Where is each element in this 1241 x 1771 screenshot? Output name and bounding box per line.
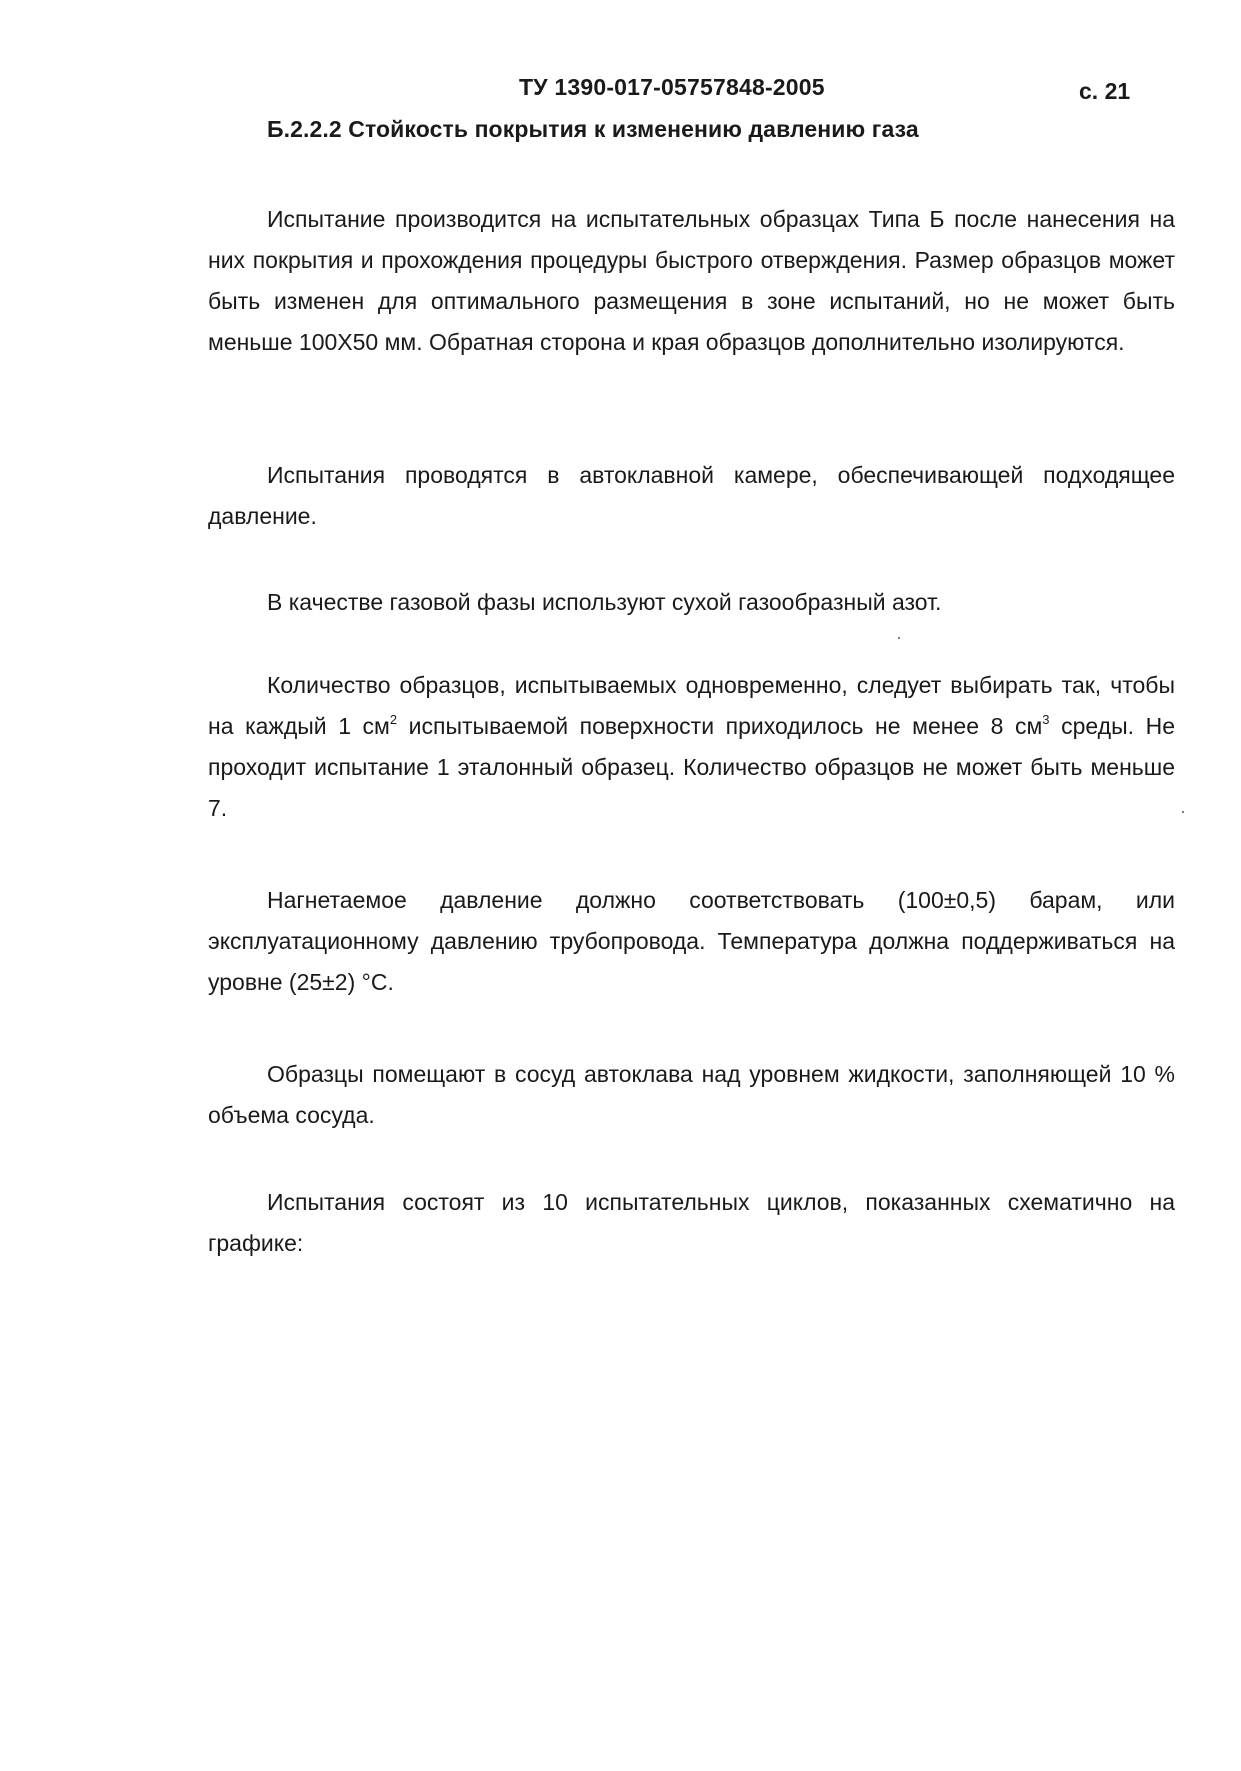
section-title: Б.2.2.2 Стойкость покрытия к изменению давлению газа	[267, 116, 919, 142]
sample-count-text-2: испытываемой поверхности приходилось не менее 8 см	[397, 713, 1043, 739]
document-code: ТУ 1390-017-05757848-2005	[519, 74, 825, 100]
sample-count-text-3: среды. Не проходит испытание 1 эталонный образец. Количество образцов не может быть меньше 7.	[208, 713, 1175, 821]
page-number: с. 21	[1079, 78, 1131, 104]
paragraph-pressure: Нагнетаемое давление должно соответствовать (100±0,5) барам, или эксплуатационному давлению трубопровода. Температура должна поддерживаться на уровне (25±2) °С.	[208, 887, 1175, 995]
superscript-cube: 3	[1042, 712, 1050, 727]
scan-speck	[898, 637, 900, 639]
paragraph-gas-phase: В качестве газовой фазы используют сухой газообразный азот.	[267, 589, 942, 615]
sample-count-text-1: Количество образцов, испытываемых одновременно, следует выбирать так, чтобы на каждый 1 см	[208, 672, 1175, 739]
scan-speck	[1182, 811, 1184, 813]
paragraph-test-cycles: Испытания состоят из 10 испытательных циклов, показанных схематично на графике:	[208, 1189, 1175, 1256]
paragraph-sample-count	[208, 665, 1175, 829]
superscript-square: 2	[389, 712, 398, 727]
paragraph-test-samples: Испытание производится на испытательных образцах Типа Б после нанесения на них покрытия и прохождения процедуры быстрого отверждения. Размер образцов может быть изменен для оптимального размещения в зоне испытаний, но не может быть меньше 100Х50 мм. Обратная сторона и края образцов дополнительно изолируются.	[208, 206, 1175, 355]
paragraph-autoclave: Испытания проводятся в автоклавной камере, обеспечивающей подходящее давление.	[208, 462, 1175, 529]
paragraph-sample-placement: Образцы помещают в сосуд автоклава над уровнем жидкости, заполняющей 10 % объема сосуда.	[208, 1061, 1175, 1128]
